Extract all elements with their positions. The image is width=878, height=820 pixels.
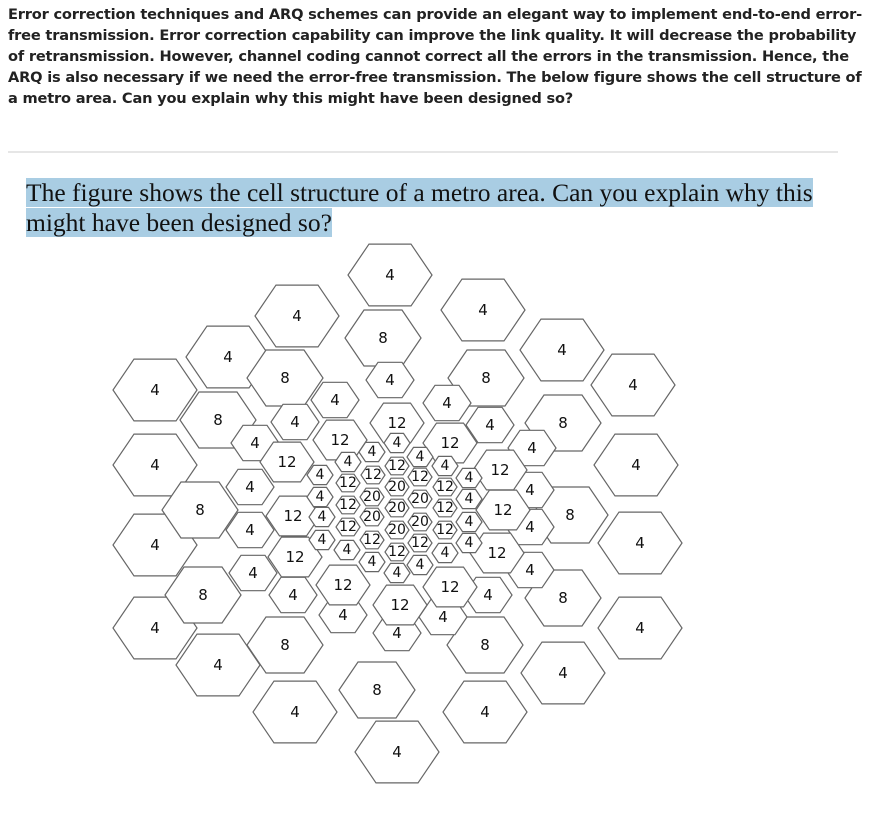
cell-label: 4 <box>392 743 402 761</box>
divider <box>8 151 838 153</box>
figure-caption-highlighted: The figure shows the cell structure of a metro area. Can you explain why this might have been designed so? <box>26 178 813 237</box>
cell-label: 4 <box>367 554 377 570</box>
cell-label: 12 <box>364 467 382 483</box>
cell-label: 4 <box>248 564 258 582</box>
cell-label: 4 <box>150 381 160 399</box>
cell-label: 12 <box>283 507 303 525</box>
cell-label: 20 <box>363 509 381 525</box>
cell-label: 4 <box>464 514 474 530</box>
cell-label: 4 <box>485 416 495 434</box>
cell-label: 4 <box>438 608 448 626</box>
cell-label: 4 <box>385 371 395 389</box>
cell-label: 4 <box>385 266 395 284</box>
cell-label: 4 <box>557 341 567 359</box>
cell-label: 4 <box>635 534 645 552</box>
cell-label: 4 <box>250 434 260 452</box>
cell-label: 4 <box>415 557 425 573</box>
cell-label: 4 <box>440 545 450 561</box>
cell-label: 8 <box>280 636 290 654</box>
cell-label: 4 <box>367 444 377 460</box>
cell-label: 12 <box>387 414 407 432</box>
question-text: Error correction techniques and ARQ schemes can provide an elegant way to implement end-to-end error-free transmission. Error correction capability can improve the link quality. It will decrease the probability of retransmission. However, channel coding cannot correct all the errors in the transmission. Hence, the ARQ is also necessary if we need the error-free transmission. The below figure shows the cell structure of a metro area. Can you explain why this might have been designed so? <box>8 6 862 107</box>
cell-label: 12 <box>388 458 406 474</box>
cell-label: 4 <box>464 535 474 551</box>
cell-label: 4 <box>525 561 535 579</box>
cell-label: 4 <box>292 307 302 325</box>
cell-label: 12 <box>388 544 406 560</box>
cell-label: 12 <box>493 501 513 519</box>
cell-label: 20 <box>363 489 381 505</box>
cell-label: 4 <box>342 542 352 558</box>
cell-label: 20 <box>411 491 429 507</box>
figure-caption <box>26 178 846 238</box>
cell-label: 4 <box>317 509 327 525</box>
cell-label: 4 <box>631 456 641 474</box>
cell-label: 20 <box>388 522 406 538</box>
cell-structure-diagram <box>0 240 878 820</box>
cell-label: 20 <box>388 500 406 516</box>
cell-label: 4 <box>150 536 160 554</box>
cell-label: 20 <box>411 514 429 530</box>
cell-label: 4 <box>525 518 535 536</box>
cell-label: 4 <box>223 348 233 366</box>
cell-label: 4 <box>343 454 353 470</box>
cell-label: 4 <box>150 619 160 637</box>
cell-label: 8 <box>280 369 290 387</box>
cell-label: 4 <box>290 703 300 721</box>
cell-label: 12 <box>487 544 507 562</box>
cell-label: 8 <box>372 681 382 699</box>
cell-label: 8 <box>481 369 491 387</box>
cell-label: 4 <box>525 481 535 499</box>
cell-label: 4 <box>213 656 223 674</box>
cell-label: 12 <box>436 500 454 516</box>
cell-label: 8 <box>195 501 205 519</box>
cell-label: 4 <box>330 391 340 409</box>
cell-label: 4 <box>392 565 402 581</box>
cell-label: 4 <box>415 449 425 465</box>
cell-label: 12 <box>411 535 429 551</box>
cell-label: 4 <box>392 435 402 451</box>
cell-label: 4 <box>483 586 493 604</box>
cell-label: 8 <box>558 414 568 432</box>
cell-label: 12 <box>363 532 381 548</box>
cell-label: 20 <box>388 479 406 495</box>
cell-label: 8 <box>558 589 568 607</box>
cell-label: 12 <box>411 469 429 485</box>
cell-label: 4 <box>464 470 474 486</box>
cell-label: 8 <box>565 506 575 524</box>
cell-label: 4 <box>392 624 402 642</box>
cell-label: 4 <box>527 439 537 457</box>
cell-label: 12 <box>440 434 460 452</box>
cell-label: 12 <box>339 475 357 491</box>
cell-label: 4 <box>288 586 298 604</box>
cell-label: 4 <box>440 458 450 474</box>
cell-label: 4 <box>635 619 645 637</box>
cell-label: 4 <box>628 376 638 394</box>
cell-label: 12 <box>285 548 305 566</box>
cell-label: 8 <box>378 329 388 347</box>
cell-label: 12 <box>339 519 357 535</box>
cell-label: 12 <box>330 431 350 449</box>
cell-label: 4 <box>245 521 255 539</box>
cell-label: 4 <box>315 489 325 505</box>
cell-label: 12 <box>390 596 410 614</box>
cell-label: 12 <box>440 578 460 596</box>
cell-label: 8 <box>198 586 208 604</box>
cell-label: 4 <box>480 703 490 721</box>
cell-label: 4 <box>464 491 474 507</box>
cell-label: 12 <box>436 479 454 495</box>
cell-label: 4 <box>245 478 255 496</box>
cell-label: 4 <box>442 394 452 412</box>
cell-label: 8 <box>213 411 223 429</box>
cell-label: 4 <box>150 456 160 474</box>
cell-label: 4 <box>317 532 327 548</box>
cell-label: 12 <box>339 497 357 513</box>
cell-label: 4 <box>558 664 568 682</box>
cell-label: 4 <box>290 413 300 431</box>
cell-label: 12 <box>490 461 510 479</box>
cell-label: 8 <box>480 636 490 654</box>
cell-label: 12 <box>277 453 297 471</box>
cell-label: 4 <box>315 467 325 483</box>
cell-label: 4 <box>338 606 348 624</box>
cell-label: 4 <box>478 301 488 319</box>
cell-label: 12 <box>436 522 454 538</box>
cell-label: 12 <box>333 576 353 594</box>
